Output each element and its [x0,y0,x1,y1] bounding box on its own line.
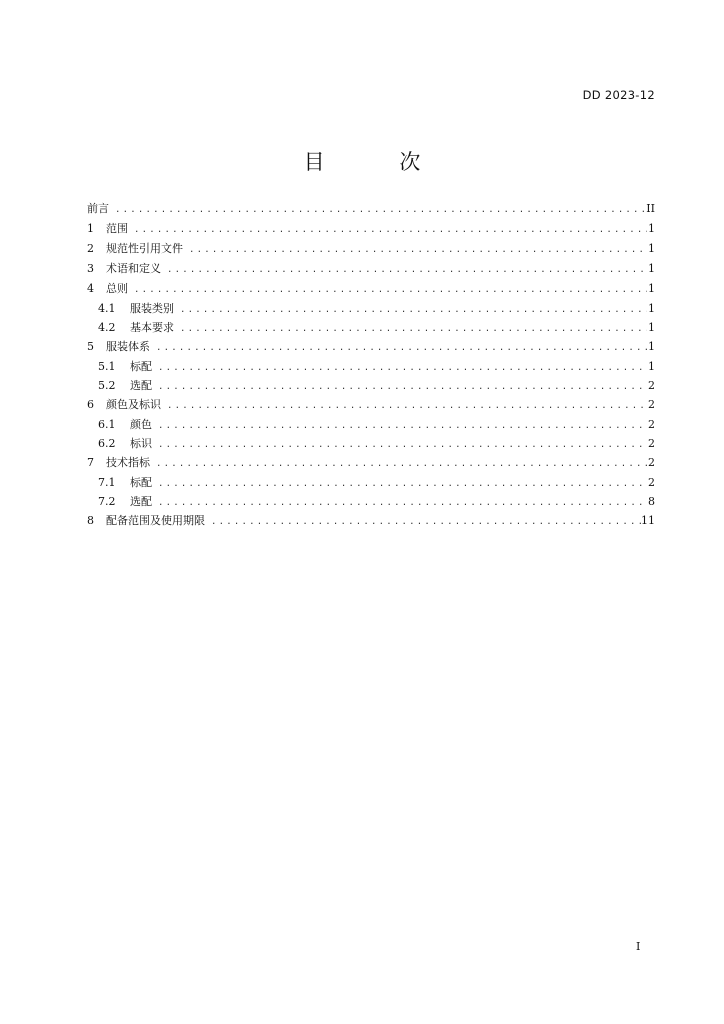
toc-leader [130,280,647,300]
toc-entry-number: 4.1 [98,302,116,315]
toc-subentry[interactable] [87,415,655,434]
toc-entry-label: 规范性引用文件 [106,242,183,255]
document-code: DD 2023-12 [582,88,655,102]
toc-leader [154,475,647,494]
toc-entry-label: 服装体系 [106,340,150,353]
toc-entry[interactable] [87,219,655,239]
toc-entry-label: 总则 [106,282,128,295]
toc-entry-page: 2 [648,418,655,431]
toc-leader [154,417,647,436]
toc-entry-label: 标识 [130,437,152,450]
toc-entry-page: 2 [648,379,655,392]
toc-entry-label: 技术指标 [106,456,150,469]
toc-entry[interactable] [87,199,655,219]
toc-entry-number: 7 [87,456,94,469]
toc-leader [154,378,647,397]
toc-entry-number: 5.2 [98,379,116,392]
toc-entry-page: 1 [648,360,655,373]
toc-leader [154,494,647,513]
toc-entry-page: 1 [648,242,655,255]
toc-entry-page: 11 [641,514,655,527]
table-of-contents [87,199,655,531]
toc-entry-page: 1 [648,321,655,334]
toc-entry-number: 5 [87,340,94,353]
toc-entry-label: 标配 [130,476,152,489]
toc-entry-page: II [646,202,655,215]
toc-leader [152,454,647,474]
toc-entry-label: 选配 [130,379,152,392]
toc-leader [163,260,647,280]
toc-subentry[interactable] [87,434,655,453]
toc-leader [111,200,646,220]
toc-subentry[interactable] [87,473,655,492]
toc-leader [207,512,641,532]
toc-subentry[interactable] [87,376,655,395]
toc-entry-page: 1 [648,340,655,353]
toc-entry-page: 1 [648,282,655,295]
toc-subentry[interactable] [87,357,655,376]
toc-entry[interactable] [87,279,655,299]
toc-subentry[interactable] [87,299,655,318]
toc-entry[interactable] [87,239,655,259]
toc-entry[interactable] [87,511,655,531]
toc-entry-number: 6.1 [98,418,116,431]
toc-entry-page: 8 [648,495,655,508]
toc-entry-number: 7.1 [98,476,116,489]
toc-entry-page: 1 [648,302,655,315]
toc-entry-label: 基本要求 [130,321,174,334]
toc-entry-number: 8 [87,514,94,527]
toc-entry-number: 6 [87,398,94,411]
toc-entry-label: 标配 [130,360,152,373]
toc-leader [154,436,647,455]
toc-leader [185,240,647,260]
toc-entry-number: 6.2 [98,437,116,450]
page-title: 目 次 [303,150,455,174]
toc-leader [130,220,647,240]
toc-entry-label: 配备范围及使用期限 [106,514,205,527]
toc-entry-number: 4 [87,282,94,295]
toc-entry[interactable] [87,337,655,357]
toc-entry-number: 4.2 [98,321,116,334]
toc-entry-page: 2 [648,398,655,411]
toc-entry[interactable] [87,453,655,473]
toc-entry-page: 2 [648,456,655,469]
page-number: I [636,940,641,953]
toc-leader [154,359,647,378]
toc-entry-number: 7.2 [98,495,116,508]
toc-entry-number: 5.1 [98,360,116,373]
toc-leader [152,338,647,358]
toc-entry-page: 2 [648,476,655,489]
toc-leader [176,320,647,339]
toc-entry-label: 颜色及标识 [106,398,161,411]
toc-entry[interactable] [87,259,655,279]
toc-entry-page: 1 [648,262,655,275]
toc-entry-label: 范围 [106,222,128,235]
toc-entry-label: 选配 [130,495,152,508]
toc-subentry[interactable] [87,492,655,511]
toc-entry-label: 颜色 [130,418,152,431]
toc-entry-number: 2 [87,242,94,255]
toc-entry-label: 服装类别 [130,302,174,315]
toc-entry-number: 1 [87,222,94,235]
toc-subentry[interactable] [87,318,655,337]
toc-entry-label: 前言 [87,202,109,215]
toc-entry-label: 术语和定义 [106,262,161,275]
toc-leader [163,396,647,416]
toc-entry-page: 1 [648,222,655,235]
toc-entry[interactable] [87,395,655,415]
toc-leader [176,301,647,320]
toc-entry-number: 3 [87,262,94,275]
toc-entry-page: 2 [648,437,655,450]
